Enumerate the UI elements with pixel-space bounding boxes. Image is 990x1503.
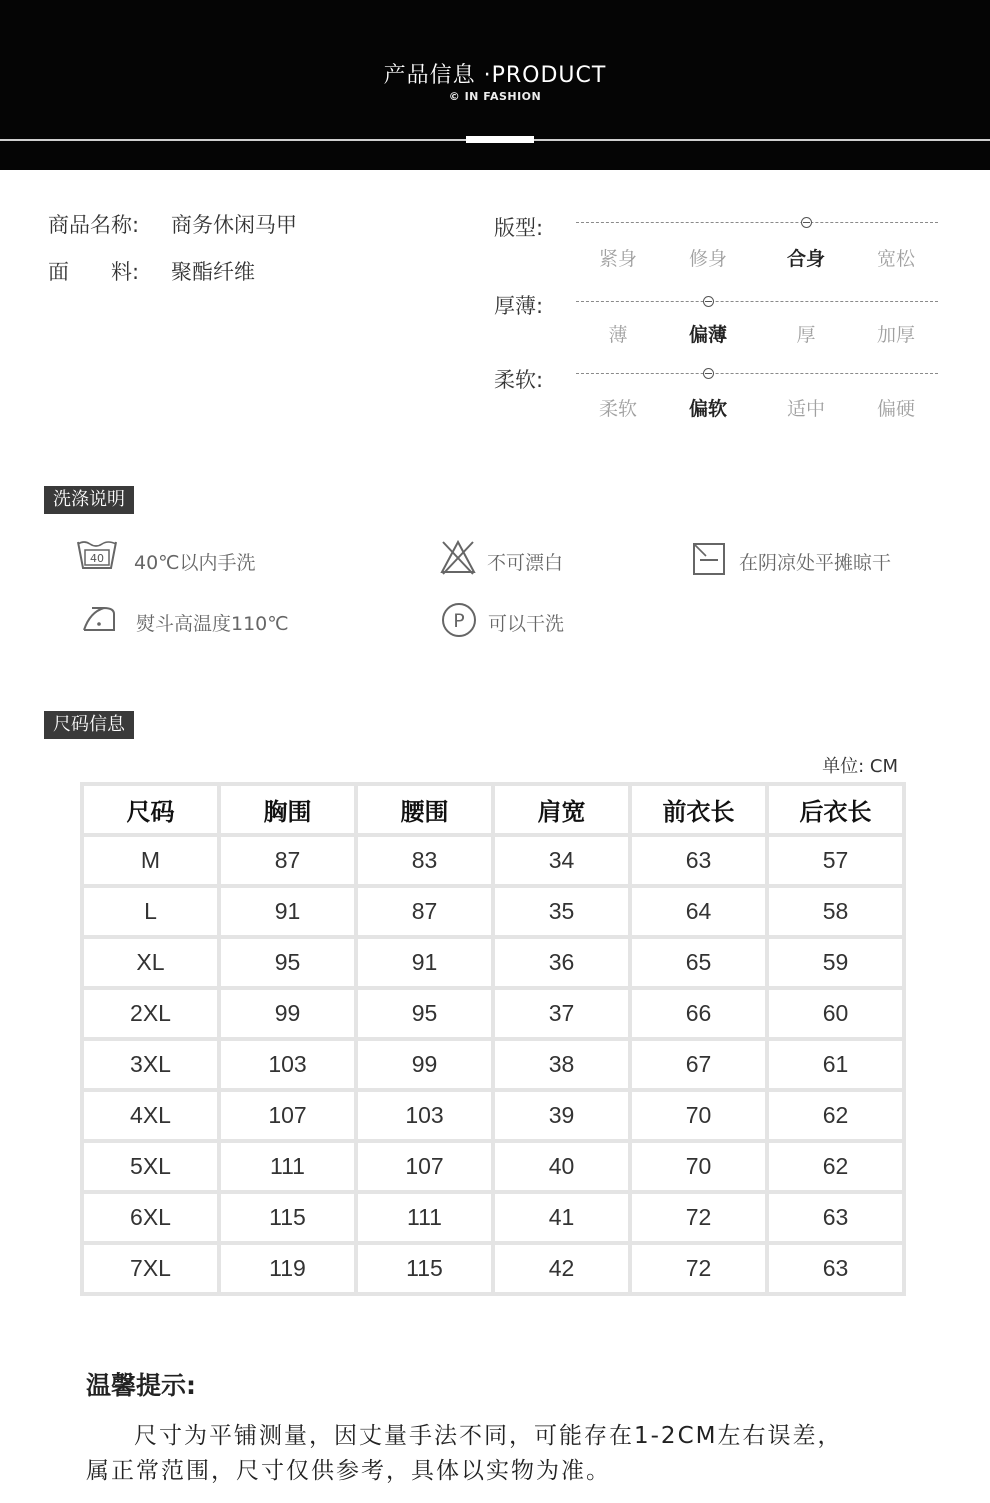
table-row (84, 990, 902, 1037)
attribute-option: 偏薄 (688, 324, 727, 346)
table-cell: 83 (358, 837, 491, 884)
dry-clean-icon (440, 601, 478, 643)
table-cell: 60 (769, 990, 902, 1037)
table-cell: 38 (495, 1041, 628, 1088)
table-cell: 119 (221, 1245, 354, 1292)
table-cell: 62 (769, 1143, 902, 1190)
attribute-option: 加厚 (876, 324, 915, 346)
attribute-label: 柔软: (494, 368, 544, 392)
table-cell: 6XL (84, 1194, 217, 1241)
attribute-label: 版型: (494, 216, 544, 240)
table-cell: 95 (221, 939, 354, 986)
material-value: 聚酯纤维 (171, 260, 255, 284)
table-cell: 87 (358, 888, 491, 935)
table-cell: 91 (221, 888, 354, 935)
table-cell: 35 (495, 888, 628, 935)
table-cell: M (84, 837, 217, 884)
table-header-cell: 前衣长 (632, 786, 765, 833)
attribute-scale-marker (703, 368, 714, 379)
attribute-label: 厚薄: (494, 294, 544, 318)
table-cell: 59 (769, 939, 902, 986)
table-cell: XL (84, 939, 217, 986)
wash-40-icon (76, 538, 118, 578)
table-cell: 87 (221, 837, 354, 884)
attribute-option: 修身 (688, 248, 727, 270)
table-cell: 7XL (84, 1245, 217, 1292)
size-table (80, 782, 906, 1296)
tips-line-1: 尺寸为平铺测量，因丈量手法不同，可能存在1-2CM左右误差， (134, 1423, 843, 1449)
care-text-bleach: 不可漂白 (487, 552, 564, 574)
attribute-option: 薄 (608, 324, 628, 346)
table-cell: 103 (358, 1092, 491, 1139)
table-cell: 64 (632, 888, 765, 935)
table-row (84, 1194, 902, 1241)
attribute-option: 宽松 (876, 248, 915, 270)
table-cell: 37 (495, 990, 628, 1037)
table-cell: 36 (495, 939, 628, 986)
table-header-cell: 胸围 (221, 786, 354, 833)
table-header-cell: 腰围 (358, 786, 491, 833)
iron-icon (80, 604, 118, 638)
material-label: 面 料: (48, 260, 140, 284)
table-cell: 99 (221, 990, 354, 1037)
attribute-option: 合身 (786, 248, 825, 270)
table-cell: 5XL (84, 1143, 217, 1190)
table-cell: 111 (358, 1194, 491, 1241)
no-bleach-icon (439, 538, 477, 580)
attribute-option: 适中 (786, 398, 825, 420)
attribute-option: 厚 (796, 324, 816, 346)
table-cell: 115 (358, 1245, 491, 1292)
svg-text:P: P (453, 610, 465, 632)
table-cell: 63 (632, 837, 765, 884)
care-text-iron: 熨斗高温度110℃ (136, 613, 289, 635)
table-row (84, 939, 902, 986)
attribute-option: 偏硬 (876, 398, 915, 420)
attribute-option: 偏软 (688, 398, 727, 420)
table-row (84, 1092, 902, 1139)
table-cell: 115 (221, 1194, 354, 1241)
table-cell: 70 (632, 1092, 765, 1139)
table-cell: 107 (221, 1092, 354, 1139)
table-cell: 41 (495, 1194, 628, 1241)
table-cell: 67 (632, 1041, 765, 1088)
page-title: 产品信息 ·PRODUCT (383, 63, 607, 88)
table-header-cell: 尺码 (84, 786, 217, 833)
table-cell: 40 (495, 1143, 628, 1190)
unit-label: 单位: CM (822, 756, 898, 777)
table-cell: 72 (632, 1245, 765, 1292)
table-header-cell: 肩宽 (495, 786, 628, 833)
table-cell: 72 (632, 1194, 765, 1241)
table-cell: 3XL (84, 1041, 217, 1088)
table-body (84, 837, 902, 1292)
header-banner (0, 0, 990, 170)
table-cell: 107 (358, 1143, 491, 1190)
table-cell: 2XL (84, 990, 217, 1037)
table-row (84, 837, 902, 884)
table-cell: 70 (632, 1143, 765, 1190)
table-row (84, 1245, 902, 1292)
table-cell: L (84, 888, 217, 935)
attribute-scale-line (576, 222, 938, 223)
table-cell: 65 (632, 939, 765, 986)
table-cell: 4XL (84, 1092, 217, 1139)
table-cell: 111 (221, 1143, 354, 1190)
table-cell: 91 (358, 939, 491, 986)
table-cell: 95 (358, 990, 491, 1037)
care-text-dryclean: 可以干洗 (488, 613, 565, 635)
table-row (84, 888, 902, 935)
header-accent-bar (466, 136, 534, 143)
table-row (84, 1041, 902, 1088)
table-cell: 61 (769, 1041, 902, 1088)
page-subtitle: © IN FASHION (448, 90, 542, 103)
table-cell: 103 (221, 1041, 354, 1088)
table-cell: 66 (632, 990, 765, 1037)
care-text-wash: 40℃以内手洗 (134, 552, 256, 574)
attribute-scale-line (576, 301, 938, 302)
table-cell: 34 (495, 837, 628, 884)
attribute-scale-marker (801, 217, 812, 228)
care-section-title: 洗涤说明 (44, 486, 134, 514)
table-cell: 63 (769, 1194, 902, 1241)
attribute-scale-line (576, 373, 938, 374)
table-cell: 63 (769, 1245, 902, 1292)
table-cell: 58 (769, 888, 902, 935)
tips-line-2: 属正常范围，尺寸仅供参考，具体以实物为准。 (86, 1458, 611, 1484)
attribute-option: 柔软 (598, 398, 637, 420)
table-header-row (84, 786, 902, 833)
product-name-label: 商品名称: (48, 213, 140, 237)
attribute-scale-marker (703, 296, 714, 307)
dry-flat-shade-icon (692, 542, 726, 580)
svg-text:40: 40 (90, 552, 104, 565)
table-cell: 42 (495, 1245, 628, 1292)
table-header-cell: 后衣长 (769, 786, 902, 833)
product-name-value: 商务休闲马甲 (171, 213, 297, 237)
tips-title: 温馨提示: (86, 1371, 196, 1400)
table-cell: 99 (358, 1041, 491, 1088)
size-section-title: 尺码信息 (44, 711, 134, 739)
table-cell: 62 (769, 1092, 902, 1139)
attribute-option: 紧身 (598, 248, 637, 270)
table-cell: 39 (495, 1092, 628, 1139)
table-row (84, 1143, 902, 1190)
table-cell: 57 (769, 837, 902, 884)
care-text-dry: 在阴凉处平摊晾干 (739, 552, 892, 574)
